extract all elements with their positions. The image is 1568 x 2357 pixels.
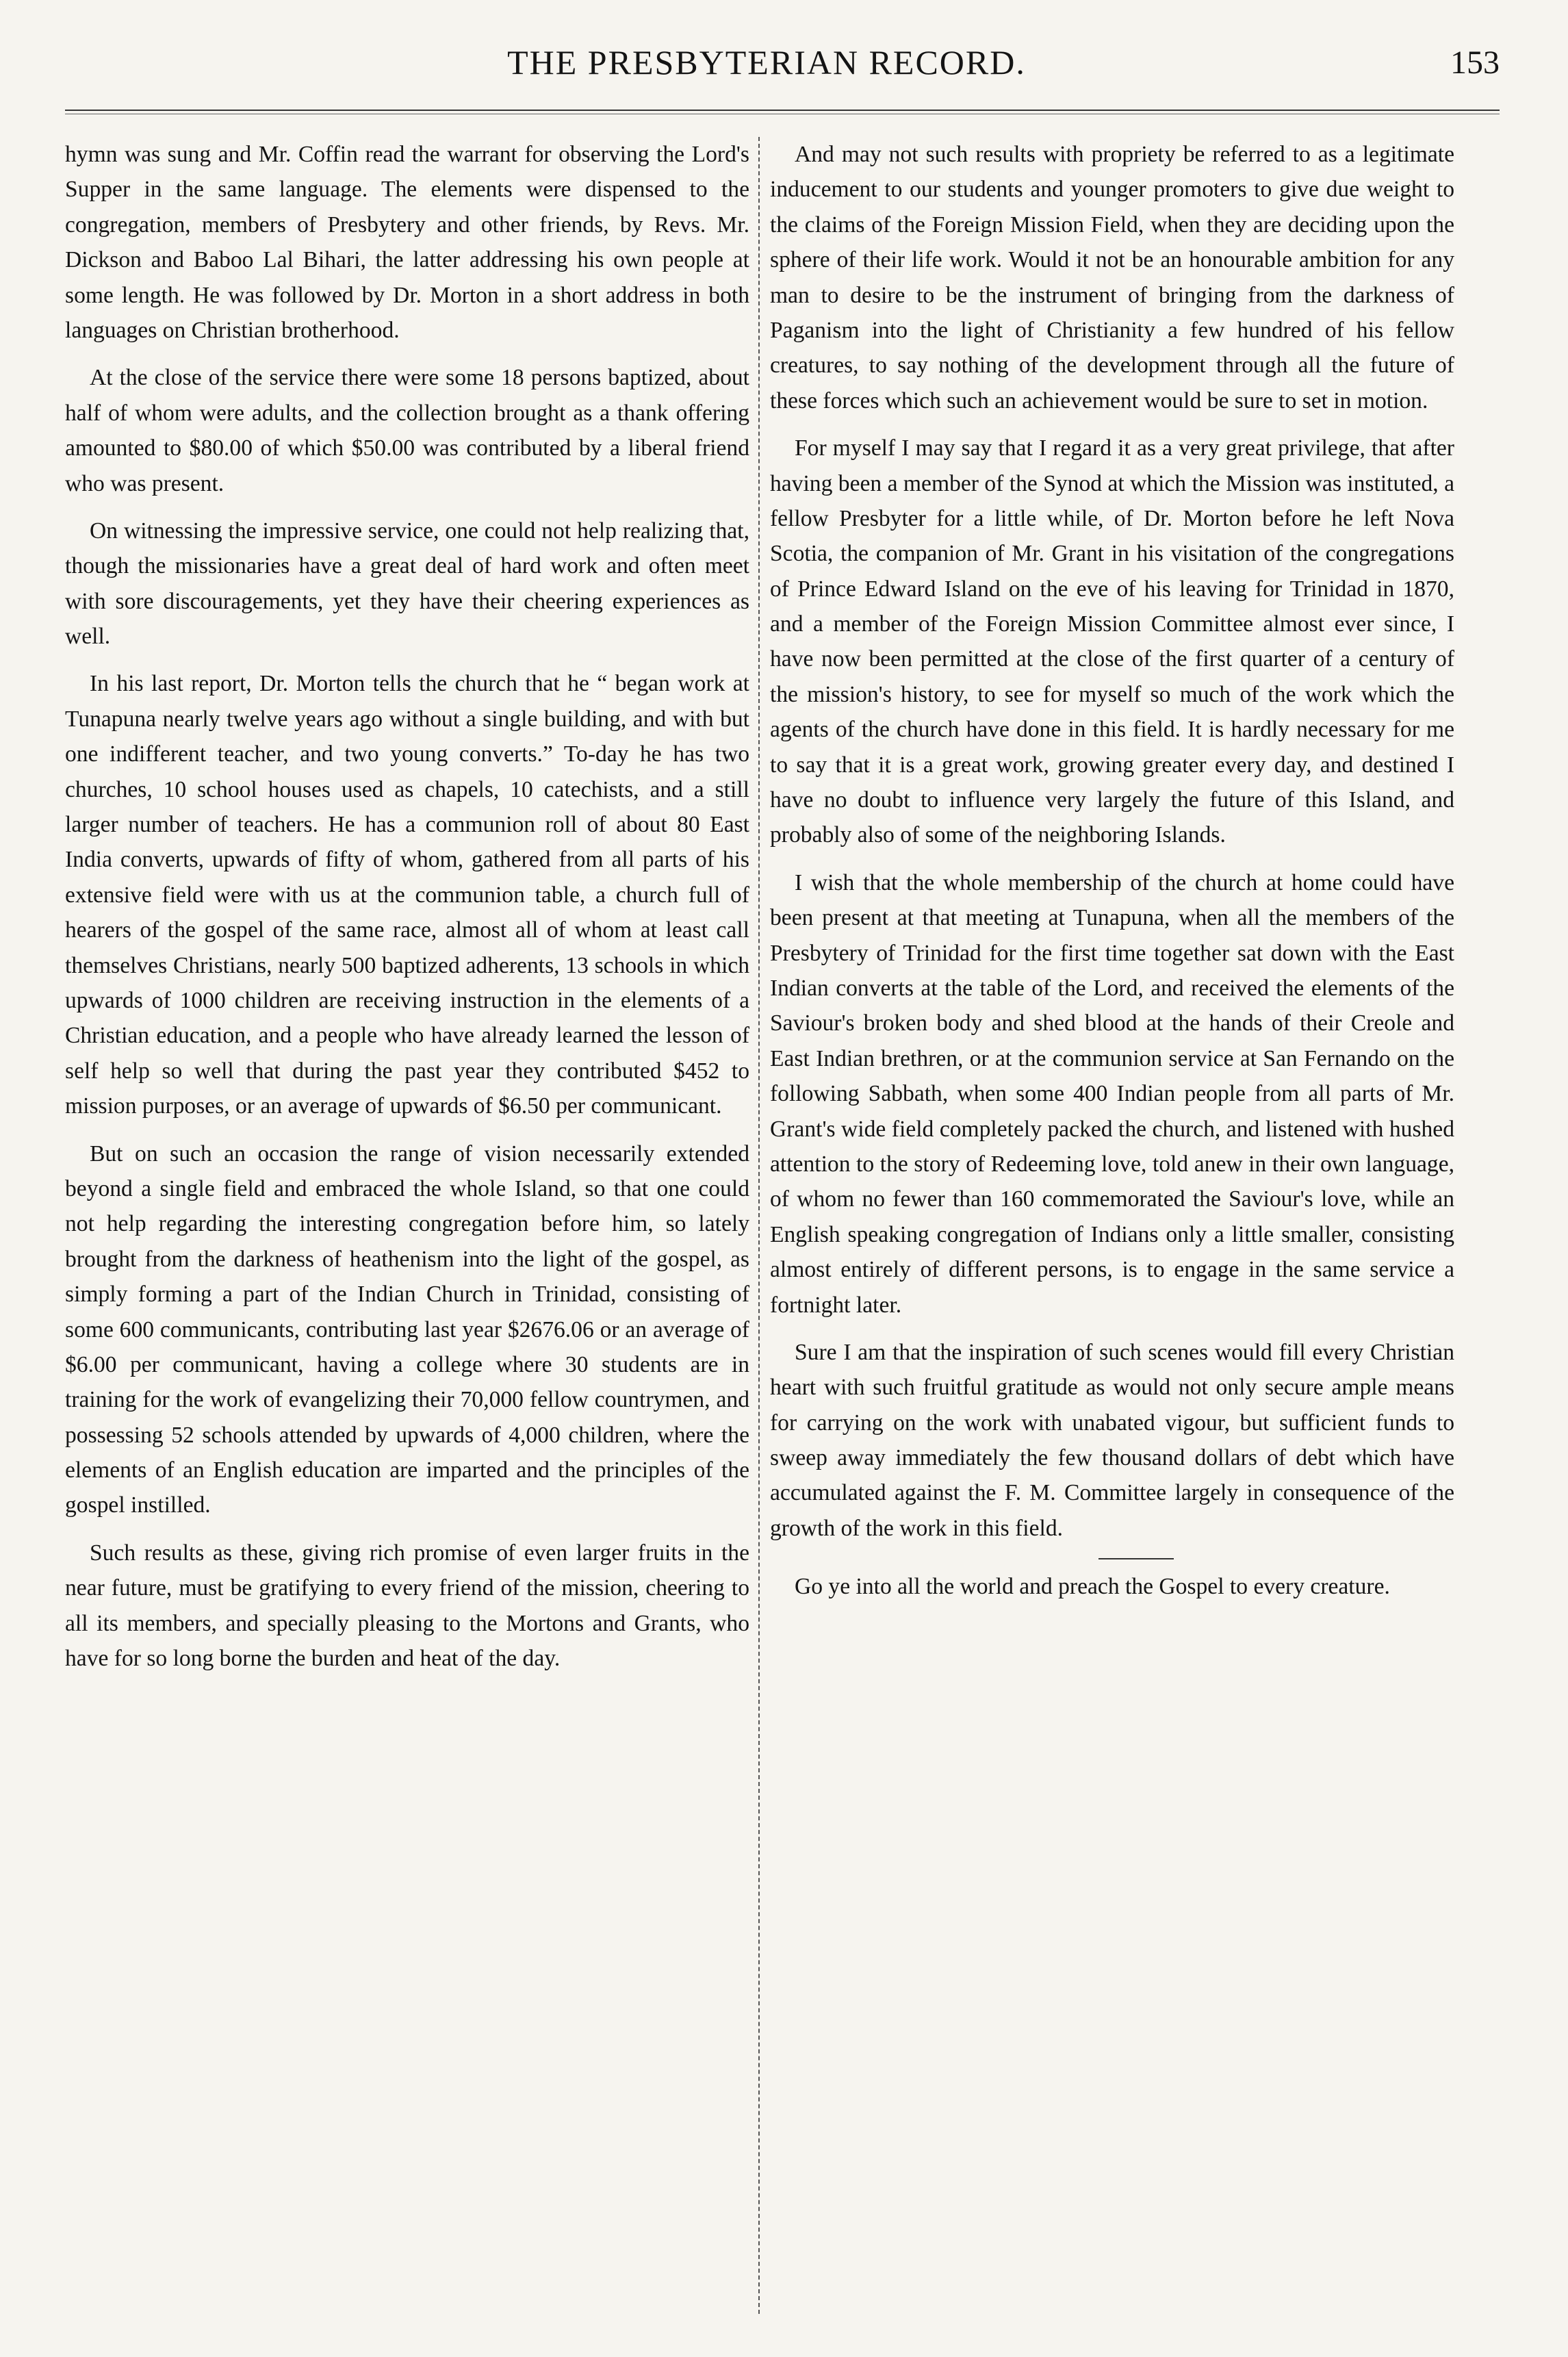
paragraph: I wish that the whole membership of the church at home could have been present at that meeting at Tunapuna, when all the members of the Presbytery of Trinidad for the first time together sat down with the East Indian converts at the table of the Lord, and received the elements of the Saviour's broken body and shed blood at the hands of their Creole and East Indian brethren, or at the communion service at San Fernando on the following Sabbath, when some 400 Indian people from all parts of Mr. Grant's wide field completely packed the church, and listened with hushed attention to the story of Redeeming love, told anew in their own language, of whom no fewer than 160 commemorated the Saviour's love, while an English speaking congregation of Indians only a little smaller, consisting almost entirely of different persons, is to engage in the same service a fortnight later. (770, 869, 1454, 1318)
paragraph: For myself I may say that I regard it as a very great privilege, that after having been a member of the Synod at which the Mission was instituted, a fellow Presbyter for a little while, of Dr. Morton before he left Nova Scotia, the companion of Mr. Grant in his visitation of the congregations of Prince Edward Island on the eve of his leaving for Trinidad in 1870, and a member of the Foreign Mission Committee almost ever since, I have now been permitted at the close of the first quarter of a century of the mission's history, to see for myself so much of the work which the agents of the church have done in this field. It is hardly necessary for me to say that it is a great work, growing greater every day, and destined I have no doubt to influence very largely the future of this Island, and probably also of some of the neighboring Islands. (770, 435, 1454, 848)
right-column (770, 137, 1454, 1617)
paragraph: In his last report, Dr. Morton tells the church that he “ began work at Tunapuna nearly twelve years ago without a single building, and with but one indifferent teacher, and two young converts.” To-day he has two churches, 10 school houses used as chapels, 10 catechists, and a still larger number of teachers. He has a communion roll of about 80 East India converts, upwards of fifty of whom, gathered from all parts of his extensive field were with us at the communion table, a church full of hearers of the gospel of the same race, almost all of whom at least call themselves Christians, nearly 500 baptized adherents, 13 schools in which upwards of 1000 children are receiving instruction in the elements of a Christian education, and a people who have already learned the lesson of self help so well that during the past year they contributed $452 to mission purposes, or an average of upwards of $6.50 per communicant. (65, 671, 749, 1119)
left-column (65, 137, 749, 1688)
paragraph: And may not such results with propriety be referred to as a legitimate inducement to our students and younger promoters to give due weight to the claims of the Foreign Mission Field, when they are deciding upon the sphere of their life work. Would it not be an honourable ambition for any man to desire to be the instrument of bringing from the darkness of Paganism into the light of Christianity a few hundred of his fellow creatures, to say nothing of the development through all the future of these forces which such an achievement would be sure to set in motion. (770, 142, 1454, 413)
page-number: 153 (1450, 44, 1500, 81)
paragraph: At the close of the service there were some 18 persons baptized, about half of whom were adults, and the collection brought as a thank offering amounted to $80.00 of which $50.00 was contributed by a liberal friend who was present. (65, 365, 749, 496)
closing-verse: Go ye into all the world and preach the Gospel to every creature. (795, 1574, 1390, 1600)
running-title: THE PRESBYTERIAN RECORD. (507, 43, 1026, 81)
paragraph: Sure I am that the inspiration of such scenes would fill every Christian heart with such fruitful gratitude as would not only secure ample means for carrying on the work with unabated vigour, but sufficient funds to sweep away immediately the few thousand dollars of debt which have accumulated against the F. M. Committee largely in consequence of the growth of the work in this field. (770, 1339, 1454, 1541)
paragraph: On witnessing the impressive service, one could not help realizing that, though the missionaries have a great deal of hard work and often meet with sore discouragements, yet they have their cheering experiences as well. (65, 518, 749, 650)
paragraph: Such results as these, giving rich promise of even larger fruits in the near future, must be gratifying to every friend of the mission, cheering to all its members, and specially pleasing to the Mortons and Grants, who have for so long borne the burden and heat of the day. (65, 1540, 749, 1672)
paragraph: But on such an occasion the range of vision necessarily extended beyond a single field and embraced the whole Island, so that one could not help regarding the interesting congregation before him, so lately brought from the darkness of heathenism into the light of the gospel, as simply forming a part of the Indian Church in Trinidad, consisting of some 600 communicants, contributing last year $2676.06 or an average of $6.00 per communicant, having a college where 30 students are in training for the work of evangelizing their 70,000 fellow countrymen, and possessing 52 schools attended by upwards of 4,000 children, where the elements of an English education are imparted and the principles of the gospel instilled. (65, 1141, 749, 1518)
column-divider (758, 137, 760, 2314)
header-rule (65, 110, 1500, 111)
paragraph: hymn was sung and Mr. Coffin read the warrant for observing the Lord's Supper in the same language. The elements were dispensed to the congregation, members of Presbytery and other friends, by Revs. Mr. Dickson and Baboo Lal Bihari, the latter addressing his own people at some length. He was followed by Dr. Morton in a short address in both languages on Christian brotherhood. (65, 142, 749, 343)
section-rule (1098, 1558, 1174, 1559)
